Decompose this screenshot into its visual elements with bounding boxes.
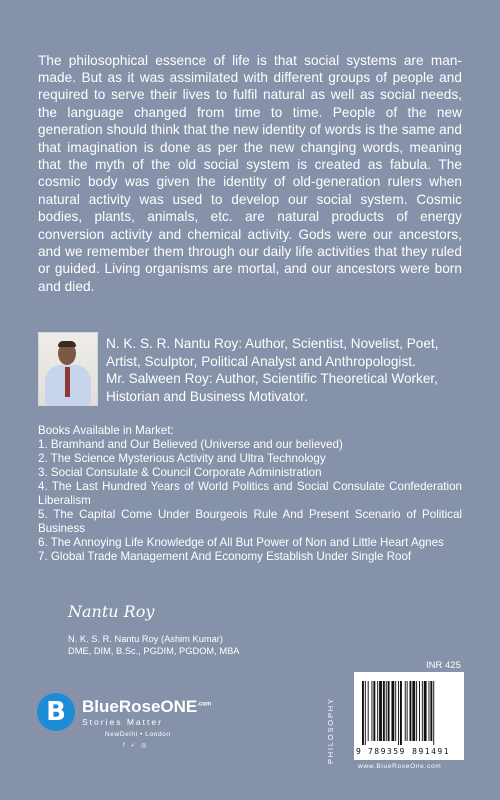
isbn-barcode (354, 672, 464, 760)
publisher-website: www.BlueRoseOne.com (358, 763, 442, 770)
book-item: 3. Social Consulate & Council Corporate Administration (38, 466, 322, 479)
back-cover-blurb: The philosophical essence of life is that social systems are man-made. But as it was assimilated with different groups of people and required to serve their lives to fulfil natural as well as social needs, the language changed from time to time. People of the new generation should think that the new identity of words is the same and that imagination is done as per the new changing words, meaning that the myth of the old social system is created as fabula. The cosmic body was given the identity of old-generation rulers when natural activity was used to develop our social system. Cosmic bodies, plants, animals, etc. are natural products of energy conversion activity and chemical activity. Gods were our ancestors, and we remember them through our daily life activities that they ruled or guided. Living organisms are mortal, and our ancestors were born and died. (38, 52, 462, 294)
book-item: 1. Bramhand and Our Believed (Universe and our believed) (38, 438, 343, 451)
author-bio-nantu-roy: N. K. S. R. Nantu Roy: Author, Scientist, Novelist, Poet, Artist, Sculptor, Political Analyst and Anthropologist. (106, 336, 439, 369)
publisher-name: BlueRoseONE$^{.com}$ (82, 697, 212, 716)
books-list (38, 438, 462, 564)
publisher-logo (37, 693, 257, 753)
author-bio-salween-roy: Mr. Salween Roy: Author, Scientific Theoretical Worker, Historian and Business Motivator. (106, 371, 438, 404)
category-label: PHILOSOPHY (326, 697, 335, 764)
bluerose-logo-icon: B (37, 693, 75, 731)
book-item: 5. The Capital Come Under Bourgeois Rule And Present Scenario of Political Business (38, 508, 462, 535)
author-signature: Nantu Roy (68, 602, 155, 621)
isbn-lead-digit: 9 (356, 747, 361, 756)
book-item: 7. Global Trade Management And Economy Establish Under Single Roof (38, 550, 412, 563)
signer-credentials: DME, DIM, B.Sc., PGDIM, PGDOM, MBA (68, 646, 240, 656)
signer-name: N. K. S. R. Nantu Roy (Ashim Kumar) (68, 634, 223, 644)
book-item: 2. The Science Mysterious Activity and Ultra Technology (38, 452, 326, 465)
price-label: INR 425 (426, 660, 461, 671)
books-heading: Books Available in Market: (38, 424, 174, 437)
publisher-cities: NewDelhi • London (105, 731, 171, 738)
isbn-number: 789359 891491 (367, 747, 451, 756)
publisher-tagline: Stories Matter (82, 717, 163, 727)
book-item: 6. The Annoying Life Knowledge of All But Power of Non and Little Heart Agnes (38, 536, 444, 549)
author-photo (38, 332, 98, 406)
social-icons: f ✓ ◎ (123, 743, 149, 749)
author-bios (106, 335, 468, 405)
book-item: 4. The Last Hundred Years of World Politics and Social Consulate Confederation Liberalism (38, 480, 462, 507)
authors-section (38, 332, 468, 408)
barcode-icon (362, 681, 456, 745)
